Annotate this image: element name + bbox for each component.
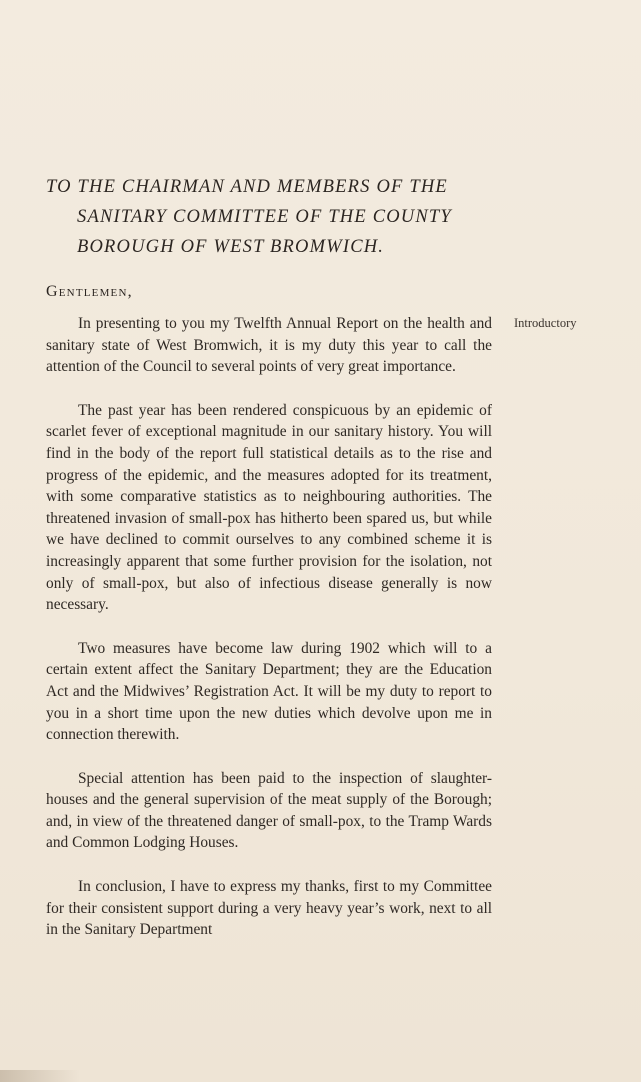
address-heading <box>46 172 506 262</box>
paragraph: The past year has been rendered conspicuous by an epidemic of scarlet fever of exceptional magnitude in our sanitary history. You will find in the body of the report full statistical details as to the rise and progress of the epidemic, and the measures adopted for its treatment, with some comparative statistics as to neighbouring authorities. The threatened invasion of small-pox has hitherto been spared us, but while we have declined to commit ourselves to any combined scheme it is increasingly apparent that some further provision for the isolation, not only of small-pox, but also of infectious disease generally is now necessary. <box>46 401 492 614</box>
address-line-3: BOROUGH OF WEST BROMWICH. <box>77 237 385 257</box>
paragraph: Special attention has been paid to the inspection of slaughter-houses and the general supervision of the meat supply of the Borough; and, in view of the threatened danger of small-pox, to the Tramp Wards and Common Lodging Houses. <box>46 769 492 852</box>
address-line-2: SANITARY COMMITTEE OF THE COUNTY <box>77 207 452 227</box>
margin-note: Introductory <box>514 316 577 330</box>
paragraph: In presenting to you my Twelfth Annual Report on the health and sanitary state of West Bromwich, it is my duty this year to call the attention of the Council to several points of very great importance. <box>46 315 492 376</box>
paragraph: In conclusion, I have to express my thanks, first to my Committee for their consistent support during a very heavy year’s work, next to all in the Sanitary Department <box>46 878 492 939</box>
page-edge-shadow <box>0 1070 80 1082</box>
address-line-1: TO THE CHAIRMAN AND MEMBERS OF THE <box>46 177 448 197</box>
salutation: Gentlemen, <box>46 283 133 300</box>
paragraph: Two measures have become law during 1902 which will to a certain extent affect the Sanitary Department; they are the Education Act and the Midwives’ Registration Act. It will be my duty to report to you in a short time upon the new duties which devolve upon me in connection therewith. <box>46 639 492 744</box>
report-body <box>46 313 492 941</box>
